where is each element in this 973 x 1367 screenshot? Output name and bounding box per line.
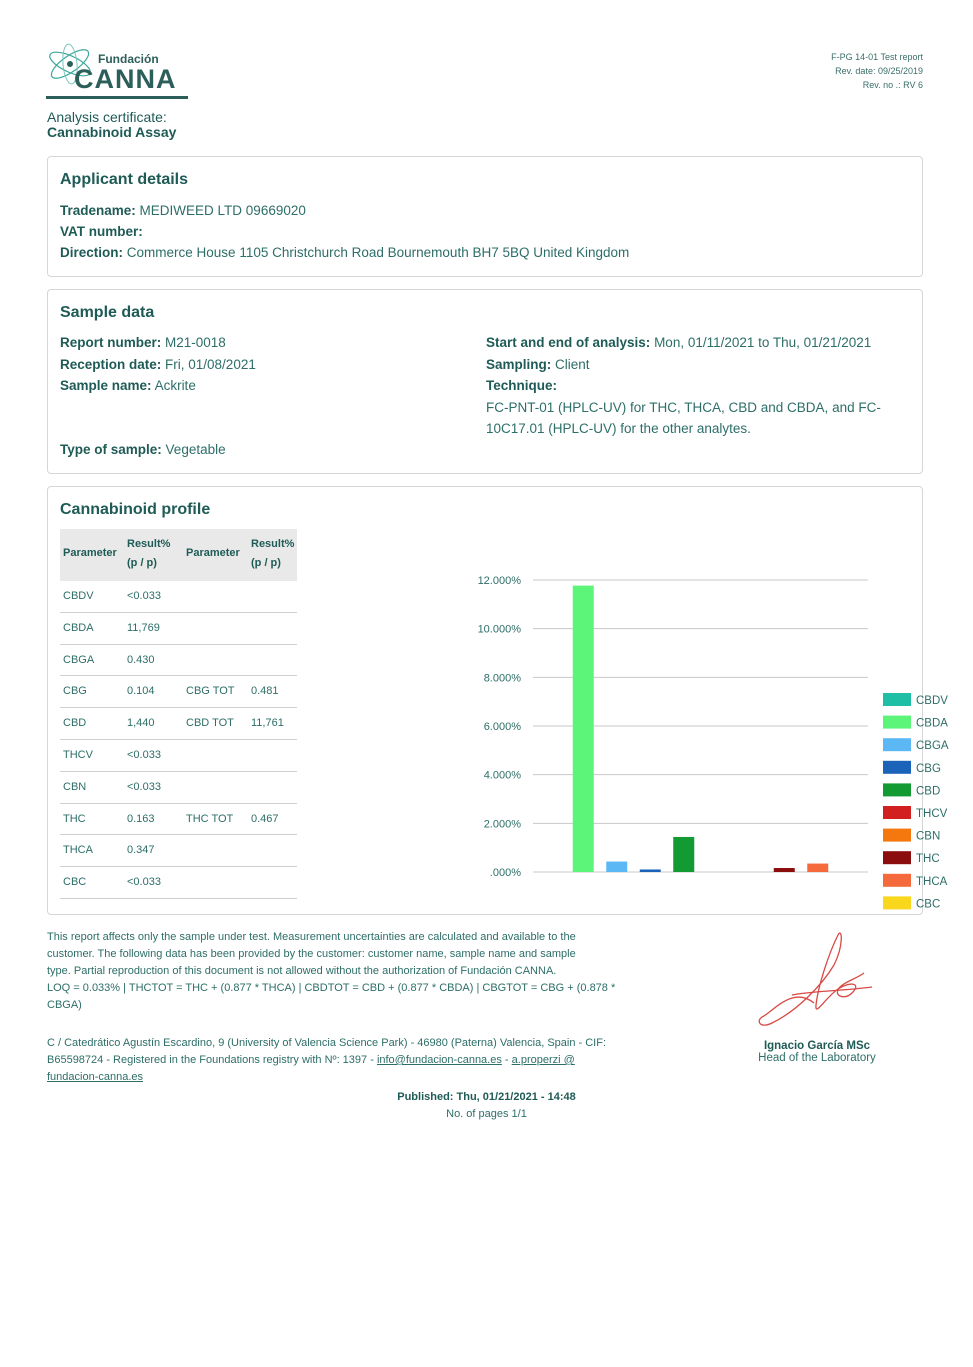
logo-small-text: Fundación [98, 52, 159, 66]
email-properzi-link-part1[interactable]: a.properzi @ [511, 1054, 575, 1066]
bar-thca [807, 864, 828, 872]
legend-label-cbd: CBD [916, 785, 941, 798]
bar-cbg [640, 869, 661, 872]
legend-label-thca: THCA [916, 875, 948, 888]
cell-param: CBG [63, 685, 87, 698]
reception-date-row: Reception date: Fri, 01/08/2021 [60, 357, 256, 372]
doc-code: F-PG 14-01 Test report [831, 52, 923, 62]
cell-param: CBGA [63, 653, 95, 666]
legend-swatch-cbc [883, 896, 911, 909]
table-row [60, 676, 297, 708]
col-result: Result% (p / p) [127, 538, 171, 569]
publication-info [0, 1089, 973, 1123]
rev-date: Rev. date: 09/25/2019 [835, 66, 923, 76]
cell-result: 0.347 [127, 844, 155, 857]
fundacion-canna-logo [46, 38, 206, 98]
logo-underline [46, 96, 188, 99]
signer-block [737, 1040, 897, 1064]
tradename-row: Tradename: MEDIWEED LTD 09669020 [60, 203, 306, 218]
y-tick-label: 12.000% [477, 575, 521, 587]
published-date: Published: Thu, 01/21/2021 - 14:48 [397, 1091, 576, 1103]
analysis-dates-row: Start and end of analysis: Mon, 01/11/2021 to Thu, 01/21/2021 [486, 335, 872, 350]
legend-label-cbda: CBDA [916, 717, 948, 730]
legend-label-cbc: CBC [916, 898, 941, 911]
logo-big-text: CANNA [74, 64, 177, 94]
table-row [60, 804, 297, 836]
cell-result2: 0.481 [251, 685, 279, 698]
col-parameter: Parameter [63, 547, 117, 559]
cell-result2: 11,761 [251, 717, 284, 730]
direction-row: Direction: Commerce House 1105 Christchurch Road Bournemouth BH7 5BQ United Kingdom [60, 245, 630, 260]
cell-result: 11,769 [127, 621, 160, 634]
col-parameter-2: Parameter [186, 547, 240, 559]
bar-cbd [673, 837, 694, 872]
cell-result: 0.104 [127, 685, 155, 698]
legend-swatch-thc [883, 851, 911, 864]
table-row [60, 867, 297, 899]
page-count: No. of pages 1/1 [446, 1108, 527, 1120]
legend-label-cbga: CBGA [916, 740, 949, 753]
cell-param: CBN [63, 780, 87, 793]
certificate-line2: Cannabinoid Assay [47, 124, 177, 140]
sample-title: Sample data [60, 304, 155, 321]
certificate-title [47, 110, 176, 140]
table-row [60, 581, 297, 613]
col-result-2: Result% (p / p) [251, 538, 295, 569]
report-number-row: Report number: M21-0018 [60, 335, 226, 350]
email-properzi-link-part2[interactable]: fundacion-canna.es [47, 1071, 144, 1083]
sampling-row: Sampling: Client [486, 357, 590, 372]
cell-param: THCV [63, 748, 93, 761]
certificate-line1: Analysis certificate: [47, 109, 167, 125]
y-tick-label: 6.000% [483, 721, 521, 733]
table-row [60, 740, 297, 772]
legend-label-cbdv: CBDV [916, 695, 948, 707]
y-tick-label: 8.000% [483, 672, 521, 685]
disclaimer-text: This report affects only the sample under test. Measurement uncertainties are calculated and available to the customer. The following data has been provided by the customer: customer name, sample name and sample type. Partial reproduction of this document is not allowed without the authorization of Fundación CANNA. LOQ = 0.033% | THCTOT = THC + (0.877 * THCA) | CBDTOT = CBD + (0.877 * CBDA) | CBGTOT = CBG + (0.878 * CBGA) [47, 931, 616, 1011]
cell-param: CBD [63, 717, 87, 730]
email-info-link[interactable]: info@fundacion-canna.es [376, 1054, 502, 1066]
bar-cbda [573, 586, 594, 872]
applicant-title: Applicant details [60, 171, 189, 188]
legend-swatch-thcv [883, 806, 911, 819]
legend-swatch-cbdv [883, 693, 911, 706]
profile-title: Cannabinoid profile [60, 501, 211, 518]
table-row [60, 772, 297, 804]
rev-no: Rev. no .: RV 6 [862, 80, 923, 90]
cannabinoid-bar-chart [408, 567, 949, 911]
table-row [60, 835, 297, 867]
cell-result: 0.430 [127, 653, 155, 666]
cell-param2: THC TOT [186, 812, 234, 825]
cell-result: 1,440 [127, 717, 155, 730]
results-table [60, 529, 297, 899]
cell-result: <0.033 [127, 876, 161, 889]
cell-param: CBC [63, 876, 87, 889]
signer-role: Head of the Laboratory [758, 1052, 876, 1064]
cell-param2: CBG TOT [186, 685, 235, 698]
cell-result2: 0.467 [251, 812, 279, 825]
vat-row: VAT number: [60, 224, 143, 239]
y-tick-label: 2.000% [483, 818, 521, 831]
cell-param: CBDV [63, 590, 94, 602]
legend-swatch-cbn [883, 829, 911, 842]
cannabinoid-profile-panel [47, 486, 949, 915]
table-header [60, 529, 297, 581]
bar-cbga [606, 862, 627, 872]
sample-type-row: Type of sample: Vegetable [60, 442, 226, 457]
signer-name: Ignacio García MSc [763, 1040, 871, 1052]
legend-label-thc: THC [916, 853, 940, 866]
signature-image [752, 925, 882, 1035]
legend-swatch-thca [883, 874, 911, 887]
cell-result: <0.033 [127, 590, 161, 602]
table-row [60, 645, 297, 677]
address-text: C / Catedrático Agustín Escardino, 9 (University of Valencia Science Park) - 46980 (Paterna) Valencia, Spain - CIF: B65598724 - Registered in the Foundations registry with Nº: 1397 - info@fundacion-canna.es - a.properzi @ fundacion-canna.es [47, 1037, 607, 1083]
technique-line1: FC-PNT-01 (HPLC-UV) for THC, THCA, CBD and CBDA, and FC- [486, 400, 881, 415]
legend-swatch-cbga [883, 738, 911, 751]
sample-data-panel [47, 289, 923, 474]
cell-param: CBDA [63, 621, 94, 634]
legend-label-cbg: CBG [916, 762, 941, 775]
y-tick-label: 4.000% [483, 769, 521, 782]
table-row [60, 708, 297, 740]
cell-param2: CBD TOT [186, 717, 234, 730]
bar-thc [774, 868, 795, 872]
legend-swatch-cbda [883, 716, 911, 729]
legend-label-thcv: THCV [916, 808, 948, 820]
legend-label-cbn: CBN [916, 830, 941, 843]
document-revision-info [831, 50, 923, 92]
cell-result: <0.033 [127, 780, 161, 793]
applicant-details-panel [47, 156, 923, 277]
cell-param: THCA [63, 844, 93, 857]
table-body [60, 581, 297, 899]
y-tick-label: .000% [489, 867, 521, 879]
y-tick-label: 10.000% [477, 623, 521, 636]
sample-name-row: Sample name: Ackrite [60, 378, 196, 393]
cell-result: 0.163 [127, 812, 155, 825]
technique-line2: 10C17.01 (HPLC-UV) for the other analytes. [486, 421, 751, 436]
technique-label: Technique: [486, 378, 558, 393]
legend-swatch-cbg [883, 761, 911, 774]
table-row [60, 613, 297, 645]
legend-swatch-cbd [883, 783, 911, 796]
cell-param: THC [63, 812, 86, 825]
cell-result: <0.033 [127, 748, 161, 761]
